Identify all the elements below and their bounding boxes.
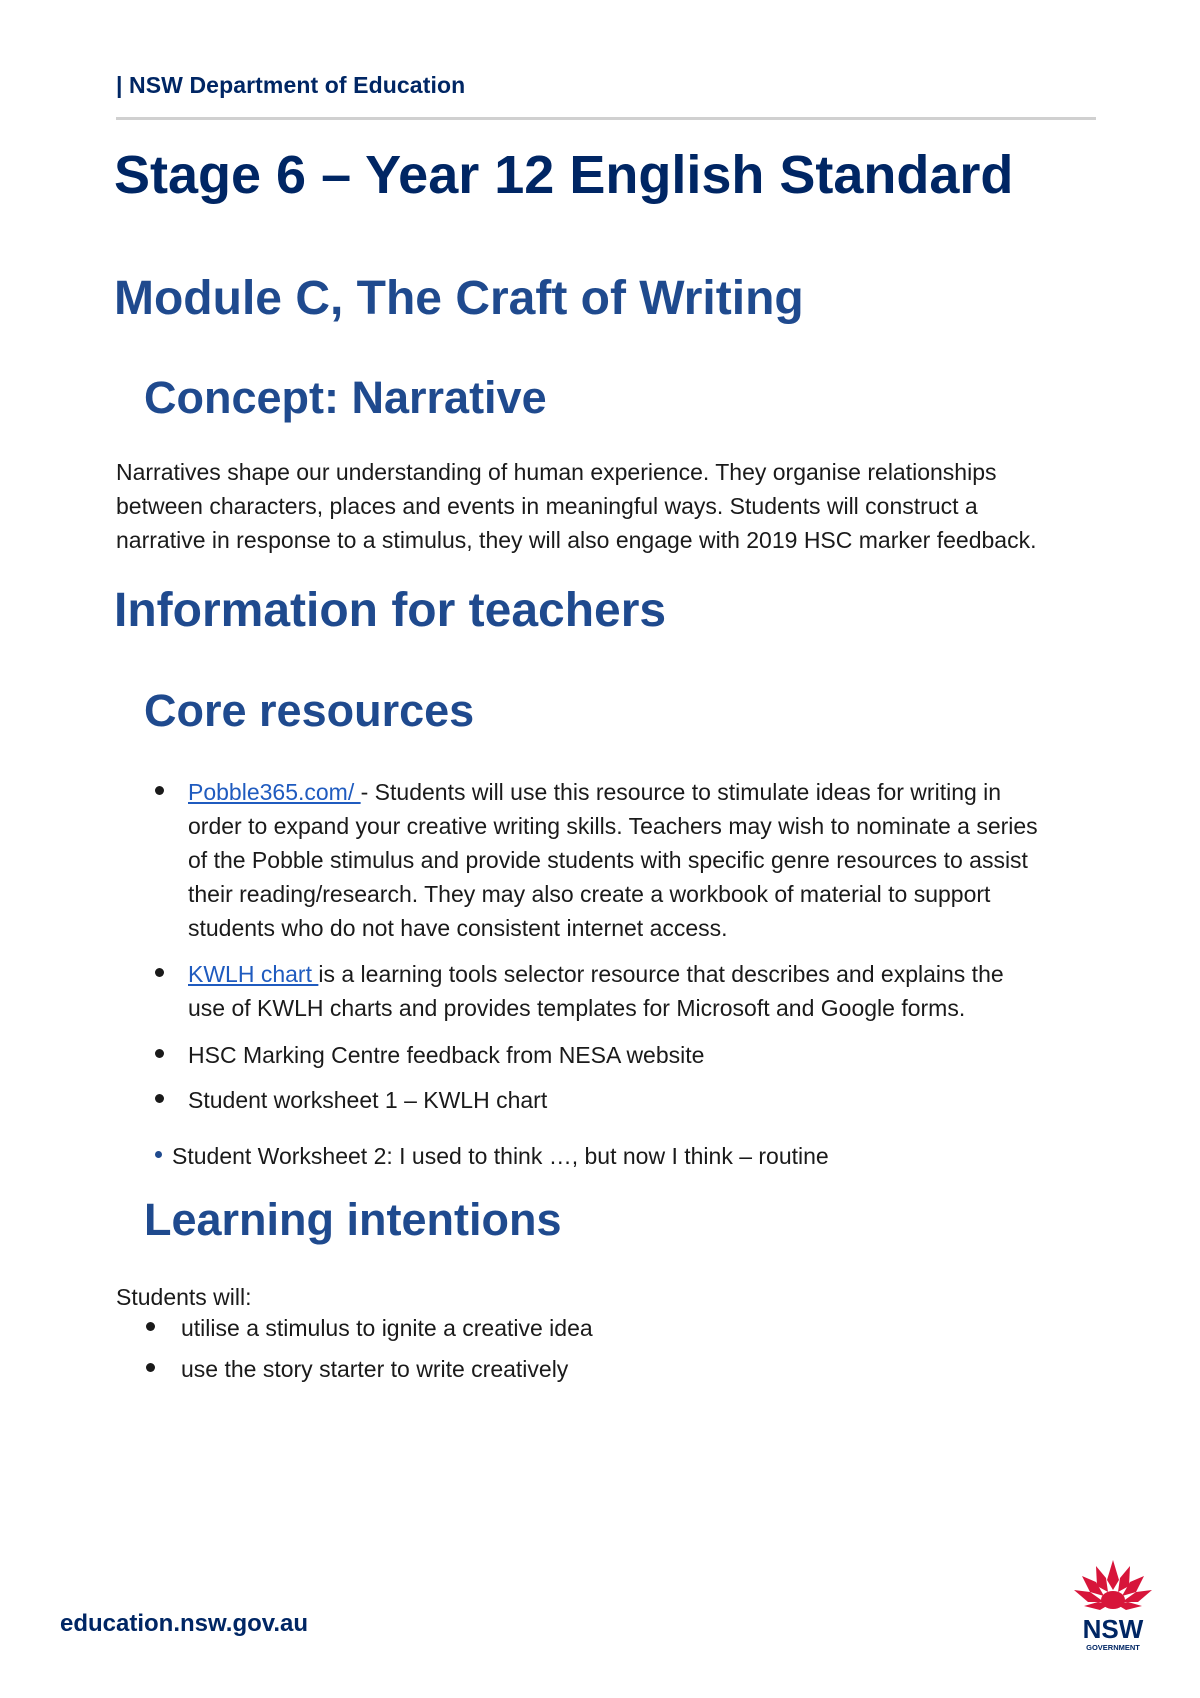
department-header: | NSW Department of Education — [116, 72, 466, 98]
resource-item-worksheet-2: Student Worksheet 2: I used to think …, but now I think – routine — [172, 1143, 829, 1169]
pobble-link[interactable]: Pobble365.com/ — [188, 779, 361, 805]
header-divider — [116, 117, 1096, 120]
logo-subtext: GOVERNMENT — [1086, 1643, 1140, 1652]
resource-item-pobble — [188, 775, 1038, 945]
footer-url: education.nsw.gov.au — [60, 1610, 309, 1637]
concept-paragraph — [116, 455, 1036, 557]
kwlh-chart-link[interactable]: KWLH chart — [188, 961, 319, 987]
core-resources-heading: Core resources — [144, 685, 475, 736]
concept-line: between characters, places and events in meaningful ways. Students will construct a — [116, 493, 978, 519]
bullet-icon — [155, 1151, 162, 1158]
pobble-description-line: order to expand your creative writing skills. Teachers may wish to nominate a series — [188, 813, 1038, 839]
nsw-government-logo — [1070, 1556, 1156, 1656]
pobble-description-line: students who do not have consistent internet access. — [188, 915, 728, 941]
concept-line: Narratives shape our understanding of human experience. They organise relationships — [116, 459, 997, 485]
pobble-description: - Students will use this resource to stimulate ideas for writing in — [360, 779, 1002, 805]
concept-heading: Concept: Narrative — [144, 372, 547, 423]
kwlh-description: is a learning tools selector resource that describes and explains the — [318, 961, 1004, 987]
document-title: Stage 6 – Year 12 English Standard — [114, 145, 1014, 205]
resource-item-kwlh — [188, 957, 1004, 1025]
kwlh-description-line: use of KWLH charts and provides templates for Microsoft and Google forms. — [188, 995, 966, 1021]
bullet-icon — [146, 1363, 155, 1372]
waratah-icon — [1070, 1556, 1156, 1656]
logo-text: NSW — [1082, 1614, 1144, 1644]
concept-line: narrative in response to a stimulus, they will also engage with 2019 HSC marker feedback. — [116, 527, 1037, 553]
learning-intro: Students will: — [116, 1284, 252, 1310]
bullet-icon — [155, 1094, 164, 1103]
bullet-icon — [155, 786, 164, 795]
pobble-description-line: their reading/research. They may also create a workbook of material to support — [188, 881, 991, 907]
information-heading: Information for teachers — [114, 584, 667, 637]
bullet-icon — [155, 1049, 164, 1058]
bullet-icon — [146, 1322, 155, 1331]
learning-item: utilise a stimulus to ignite a creative idea — [181, 1315, 593, 1341]
resource-item-hsc-feedback: HSC Marking Centre feedback from NESA website — [188, 1042, 705, 1068]
pobble-description-line: of the Pobble stimulus and provide students with specific genre resources to assist — [188, 847, 1028, 873]
learning-intentions-heading: Learning intentions — [144, 1194, 562, 1245]
resource-item-worksheet-1: Student worksheet 1 – KWLH chart — [188, 1087, 548, 1113]
module-title: Module C, The Craft of Writing — [114, 272, 804, 325]
learning-item: use the story starter to write creatively — [181, 1356, 569, 1382]
bullet-icon — [155, 968, 164, 977]
